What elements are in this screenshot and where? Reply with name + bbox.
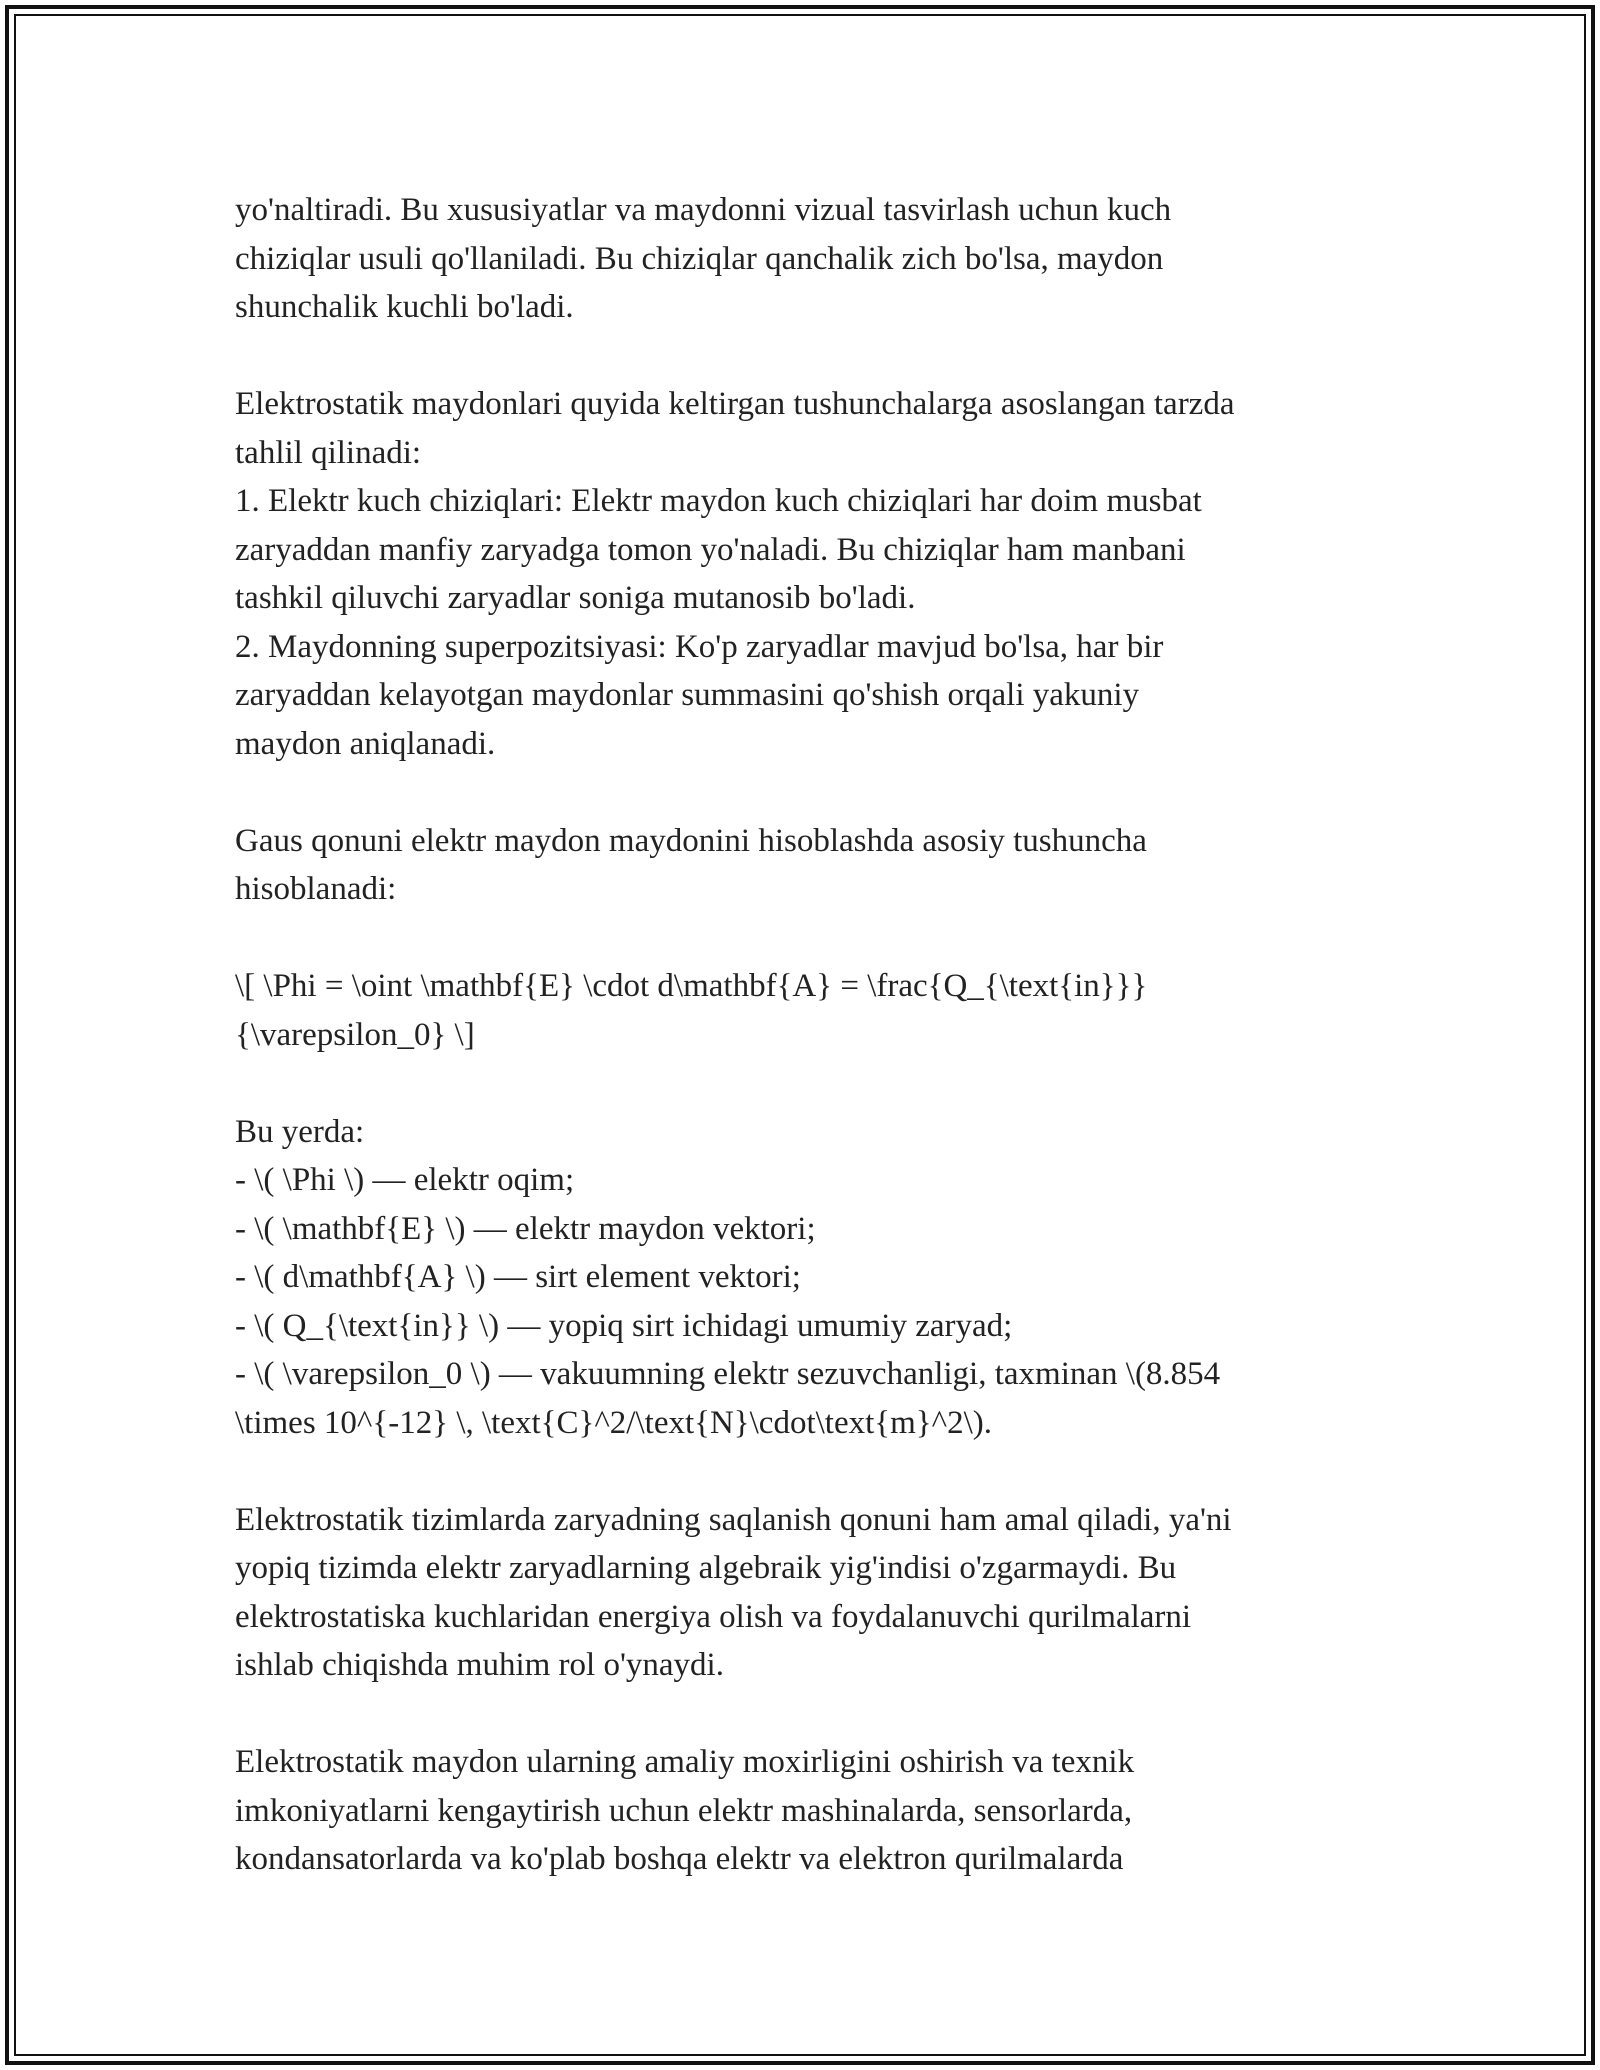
text-line: \times 10^{-12} \, \text{C}^2/\text{N}\cdot\text{m}^2\). — [235, 1404, 993, 1441]
text-line: tahlil qilinadi: — [235, 434, 422, 471]
text-line: Elektrostatik maydonlari quyida keltirgan tushunchalarga asoslangan tarzda — [235, 386, 1235, 422]
text-line: tashkil qiluvchi zaryadlar soniga mutanosib bo'ladi. — [235, 580, 916, 616]
text-line: zaryaddan manfiy zaryadga tomon yo'naladi. Bu chiziqlar ham manbani — [235, 531, 1186, 568]
list-item: - \( \Phi \) — elektr oqim; — [235, 1162, 575, 1198]
text-line: kondansatorlarda va ko'plab boshqa elektr va elektron qurilmalarda — [235, 1841, 1124, 1877]
text-line: Bu yerda: — [235, 1113, 365, 1150]
list-item: - \( d\mathbf{A} \) — sirt element vektori; — [235, 1259, 801, 1295]
text-line: chiziqlar usuli qo'llaniladi. Bu chiziqlar qanchalik zich bo'lsa, maydon — [235, 240, 1164, 277]
text-line: Elektrostatik maydon ularning amaliy moxirligini oshirish va texnik — [235, 1744, 1135, 1780]
text-line: Gaus qonuni elektr maydon maydonini hisoblashda asosiy tushuncha — [235, 822, 1147, 859]
list-item: - \( Q_{\text{in}} \) — yopiq sirt ichidagi umumiy zaryad; — [235, 1307, 1013, 1344]
paragraph-definitions — [235, 1108, 1365, 1448]
paragraph-applications — [235, 1738, 1365, 1884]
text-line: 1. Elektr kuch chiziqlari: Elektr maydon kuch chiziqlari har doim musbat — [235, 483, 1202, 519]
text-line: zaryaddan kelayotgan maydonlar summasini qo'shish orqali yakuniy — [235, 677, 1140, 713]
text-line: maydon aniqlanadi. — [235, 725, 496, 762]
text-line: Elektrostatik tizimlarda zaryadning saqlanish qonuni ham amal qiladi, ya'ni — [235, 1501, 1232, 1538]
paragraph-field-concepts — [235, 380, 1365, 768]
paragraph-charge-conservation — [235, 1496, 1365, 1690]
list-item: - \( \varepsilon_0 \) — vakuumning elektr sezuvchanligi, taxminan \(8.854 — [235, 1356, 1221, 1392]
text-line: imkoniyatlarni kengaytirish uchun elektr mashinalarda, sensorlarda, — [235, 1792, 1133, 1829]
text-line: hisoblanadi: — [235, 871, 397, 907]
paragraph-gauss-intro — [235, 817, 1365, 914]
text-line: yopiq tizimda elektr zaryadlarning algebraik yig'indisi o'zgarmaydi. Bu — [235, 1550, 1177, 1586]
text-line: 2. Maydonning superpozitsiyasi: Ko'p zaryadlar mavjud bo'lsa, har bir — [235, 628, 1164, 665]
text-line: elektrostatiska kuchlaridan energiya olish va foydalanuvchi qurilmalarni — [235, 1598, 1192, 1635]
text-line: shunchalik kuchli bo'ladi. — [235, 289, 574, 325]
paragraph-gauss-formula — [235, 962, 1365, 1059]
document-body — [235, 186, 1365, 1884]
formula-line: \[ \Phi = \oint \mathbf{E} \cdot d\mathbf{A} = \frac{Q_{\text{in}}} — [235, 968, 1148, 1004]
paragraph-field-lines-intro — [235, 186, 1365, 332]
text-line: ishlab chiqishda muhim rol o'ynaydi. — [235, 1647, 724, 1683]
list-item: - \( \mathbf{E} \) — elektr maydon vektori; — [235, 1210, 816, 1247]
formula-line: {\varepsilon_0} \] — [235, 1016, 475, 1053]
text-line: yo'naltiradi. Bu xususiyatlar va maydonni vizual tasvirlash uchun kuch — [235, 192, 1172, 228]
